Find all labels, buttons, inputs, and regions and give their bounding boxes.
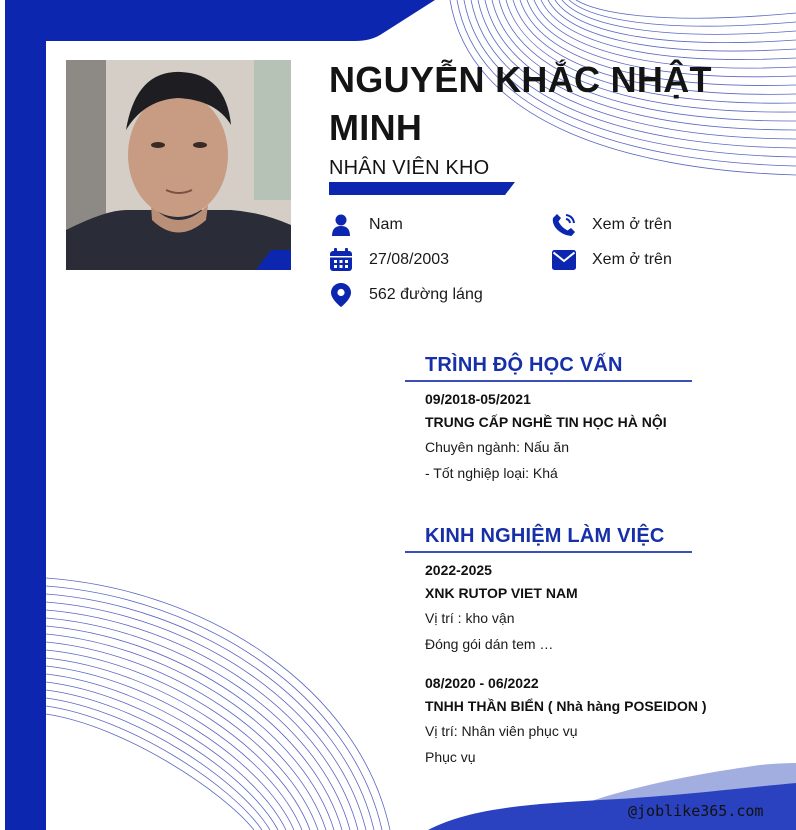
experience-period: 2022-2025	[425, 562, 492, 578]
experience-detail: Đóng gói dán tem …	[425, 636, 554, 652]
avatar	[66, 60, 291, 270]
phone-value: Xem ở trên	[592, 216, 672, 233]
phone-icon	[552, 213, 576, 237]
experience-period: 08/2020 - 06/2022	[425, 675, 539, 691]
address-row	[329, 283, 483, 307]
experience-divider	[405, 551, 692, 553]
education-heading: TRÌNH ĐỘ HỌC VẤN	[425, 354, 623, 376]
experience-heading: KINH NGHIỆM LÀM VIỆC	[425, 525, 665, 547]
education-period: 09/2018-05/2021	[425, 391, 531, 407]
experience-detail: Vị trí: Nhân viên phục vụ	[425, 723, 578, 739]
map-pin-icon	[329, 283, 353, 307]
email-row	[552, 248, 672, 272]
birthday-row	[329, 248, 449, 272]
profile-photo	[66, 60, 291, 270]
education-school: TRUNG CẤP NGHỀ TIN HỌC HÀ NỘI	[425, 414, 667, 430]
birthday-value: 27/08/2003	[369, 251, 450, 268]
education-detail: Chuyên ngành: Nấu ăn	[425, 439, 569, 455]
phone-row	[552, 213, 672, 237]
education-divider	[405, 380, 692, 382]
experience-detail: Phục vụ	[425, 749, 476, 765]
gender-row	[329, 213, 403, 237]
experience-company: TNHH THẦN BIỂN ( Nhà hàng POSEIDON )	[425, 698, 707, 714]
title-underline-bar	[329, 182, 515, 196]
experience-company: XNK RUTOP VIET NAM	[425, 585, 578, 601]
address-value: 562 đường láng	[369, 286, 483, 303]
gender-value: Nam	[369, 216, 403, 233]
bottom-left-waves	[46, 578, 390, 830]
candidate-name: NGUYỄN KHẮC NHẬT MINH	[329, 59, 712, 148]
email-value: Xem ở trên	[592, 251, 672, 268]
experience-detail: Vị trí : kho vận	[425, 610, 515, 626]
calendar-icon	[329, 248, 353, 272]
user-icon	[329, 213, 353, 237]
education-detail: - Tốt nghiệp loại: Khá	[425, 465, 558, 481]
envelope-icon	[552, 248, 576, 272]
job-title: NHÂN VIÊN KHO	[329, 157, 490, 179]
watermark-text: @joblike365.com	[628, 802, 764, 820]
